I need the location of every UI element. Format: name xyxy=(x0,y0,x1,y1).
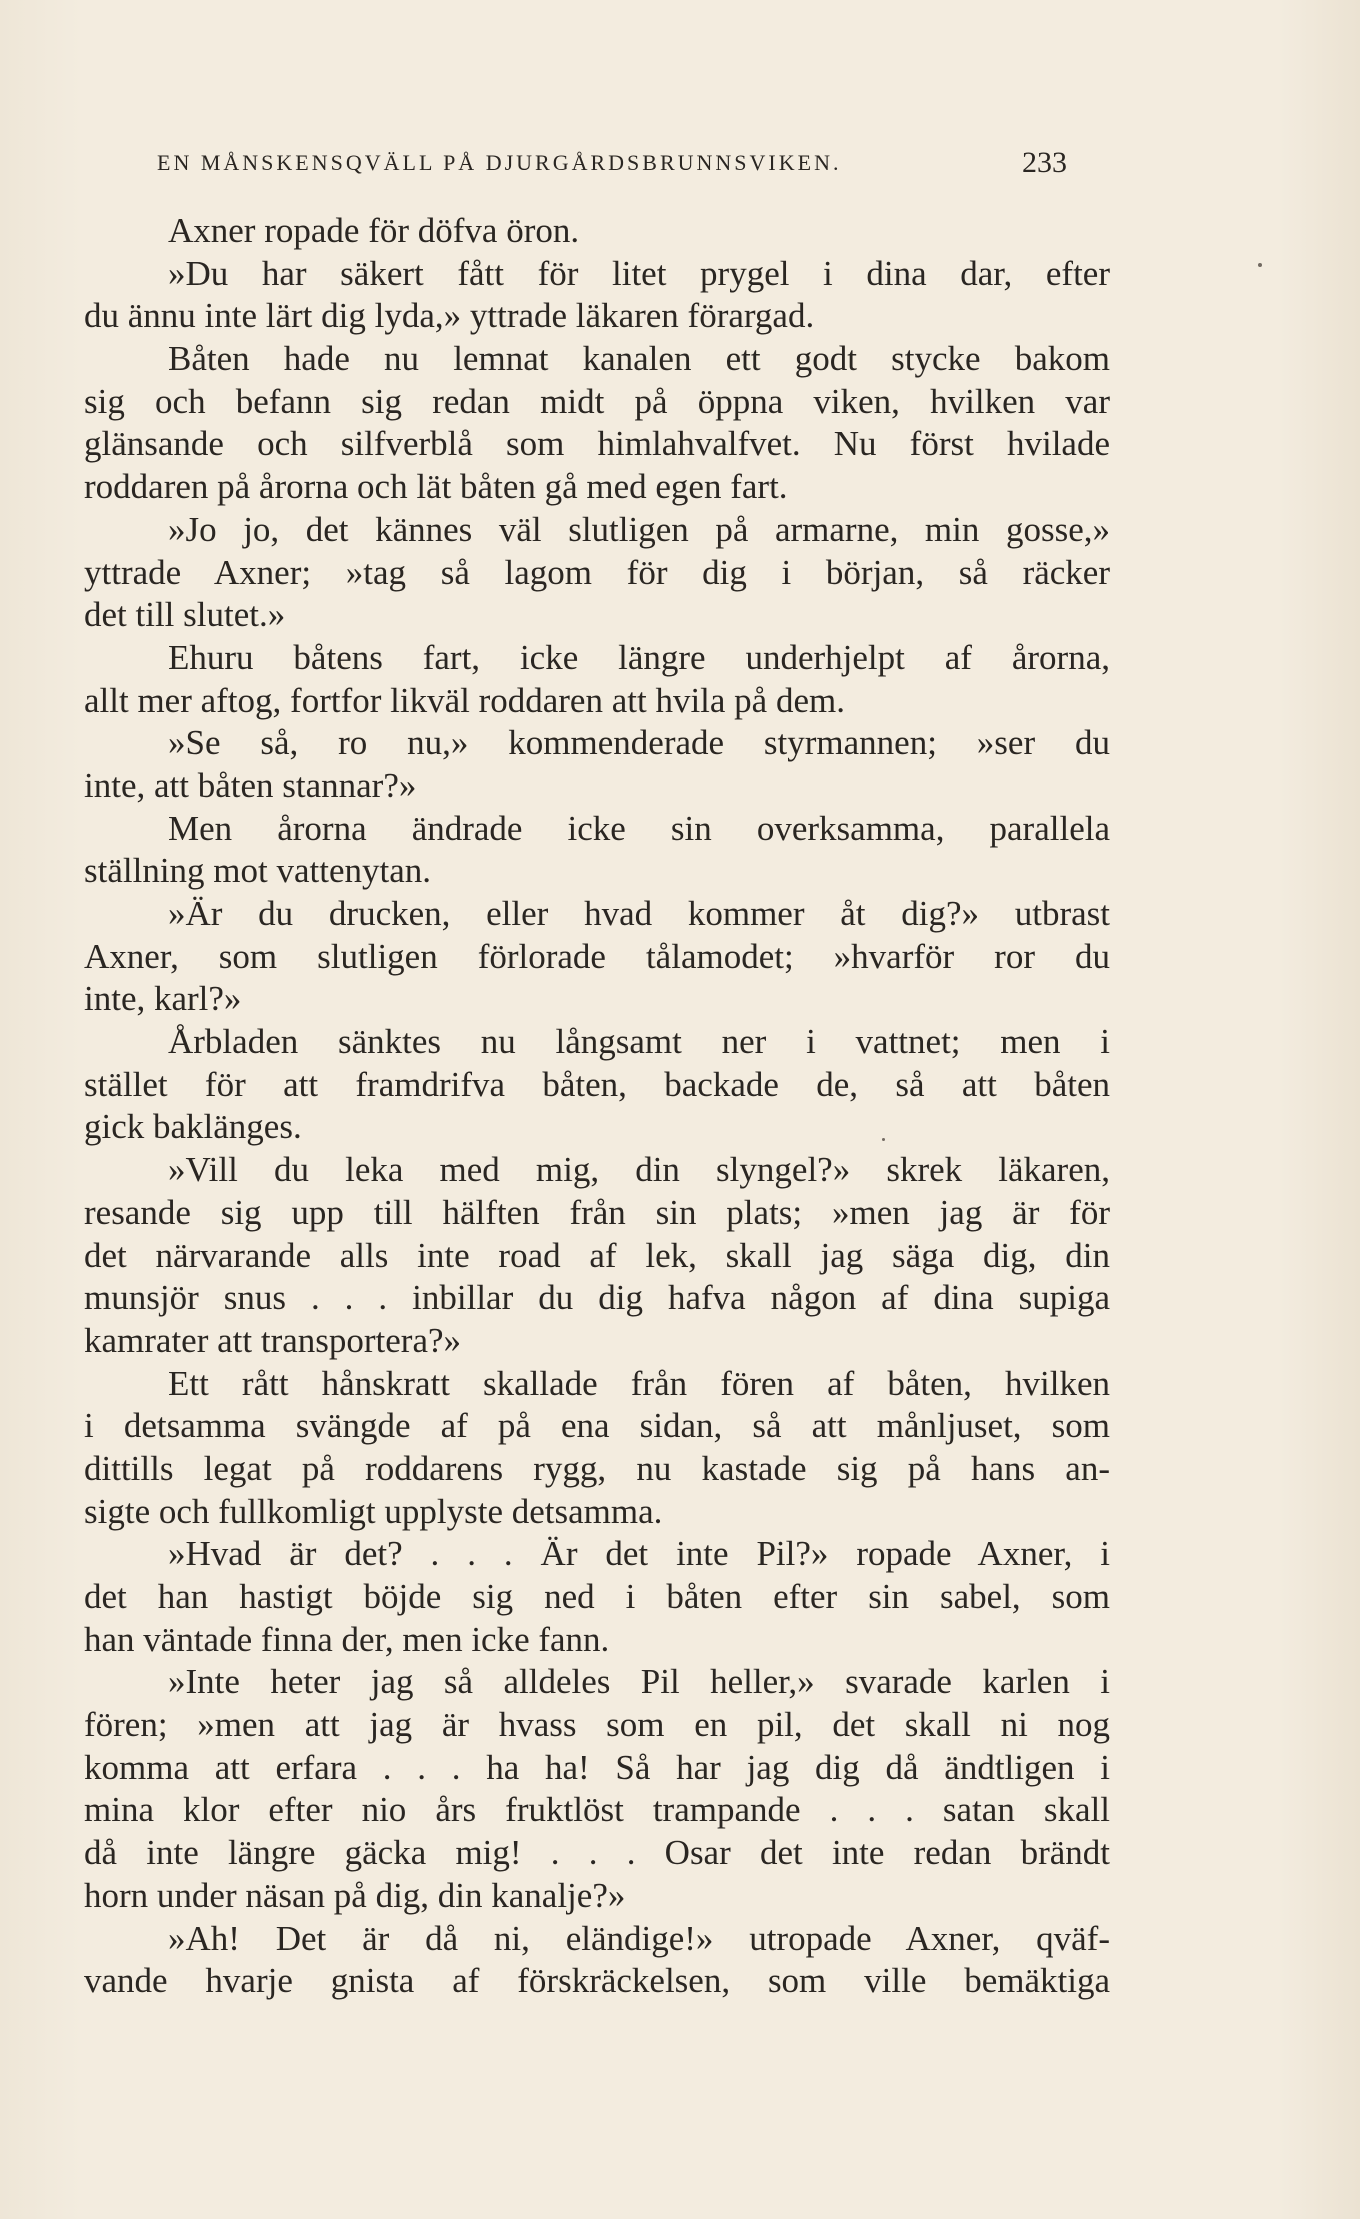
text-line: Årbladen sänktes nu långsamt ner i vattnet; men i xyxy=(168,1022,1110,1062)
text-line: »Jo jo, det kännes väl slutligen på armarne, min gosse,» xyxy=(168,509,1110,549)
text-line: inte, karl?» xyxy=(84,979,242,1019)
text-line: roddaren på årorna och lät båten gå med egen fart. xyxy=(84,467,788,507)
text-line: Ehuru båtens fart, icke längre underhjelpt af årorna, xyxy=(168,637,1110,677)
text-line: »Inte heter jag så alldeles Pil heller,» svarade karlen i xyxy=(168,1662,1110,1702)
text-line: Men årorna ändrade icke sin overksamma, parallela xyxy=(168,808,1110,848)
text-line: dittills legat på roddarens rygg, nu kastade sig på hans an- xyxy=(84,1448,1110,1488)
text-line: allt mer aftog, fortfor likväl roddaren att hvila på dem. xyxy=(84,680,845,720)
text-line: »Är du drucken, eller hvad kommer åt dig?» utbrast xyxy=(168,894,1110,933)
text-line: han väntade finna der, men icke fann. xyxy=(84,1619,610,1659)
text-line: »Ah! Det är då ni, eländige!» utropade Axner, qväf- xyxy=(168,1918,1110,1958)
text-line: glänsande och silfverblå som himlahvalfvet. Nu först hvilade xyxy=(84,424,1110,464)
text-line: yttrade Axner; »tag så lagom för dig i början, så räcker xyxy=(84,552,1110,592)
text-line: sigte och fullkomligt upplyste detsamma. xyxy=(84,1491,663,1531)
text-line: i detsamma svängde af på ena sidan, så att månljuset, som xyxy=(84,1406,1110,1446)
text-line: munsjör snus . . . inbillar du dig hafva någon af dina supiga xyxy=(84,1278,1110,1318)
text-line: komma att erfara . . . ha ha! Så har jag dig då ändtligen i xyxy=(84,1747,1110,1787)
running-title: EN MÅNSKENSQVÄLL PÅ DJURGÅRDSBRUNNSVIKEN. xyxy=(157,150,842,175)
page-number: 233 xyxy=(1022,146,1067,179)
text-line: det närvarande alls inte road af lek, skall jag säga dig, din xyxy=(84,1235,1110,1275)
text-line: vande hvarje gnista af förskräckelsen, som ville bemäktiga xyxy=(84,1961,1110,2001)
text-line: gick baklänges. xyxy=(84,1107,302,1147)
text-line: Båten hade nu lemnat kanalen ett godt stycke bakom xyxy=(168,339,1110,379)
text-line: Ett rått hånskratt skallade från fören af båten, hvilken xyxy=(168,1363,1110,1403)
speck-mark xyxy=(1258,263,1262,267)
text-line: då inte längre gäcka mig! . . . Osar det inte redan brändt xyxy=(84,1833,1110,1873)
text-line: ställning mot vattenytan. xyxy=(84,851,432,891)
text-line: det till slutet.» xyxy=(84,595,286,635)
text-line: fören; »men att jag är hvass som en pil, det skall ni nog xyxy=(84,1705,1110,1745)
text-line: kamrater att transportera?» xyxy=(84,1320,462,1360)
text-line: det han hastigt böjde sig ned i båten efter sin sabel, som xyxy=(84,1577,1110,1616)
body-text xyxy=(84,210,1110,2003)
text-line: Axner, som slutligen förlorade tålamodet; »hvarför ror du xyxy=(84,936,1110,976)
text-line: »Hvad är det? . . . Är det inte Pil?» ropade Axner, i xyxy=(168,1534,1110,1574)
text-line: »Du har säkert fått för litet prygel i dina dar, efter xyxy=(168,253,1110,293)
text-line: resande sig upp till hälften från sin plats; »men jag är för xyxy=(84,1192,1110,1232)
speck-mark xyxy=(882,1138,885,1141)
text-line: mina klor efter nio års fruktlöst trampande . . . satan skall xyxy=(84,1790,1110,1830)
text-line: »Se så, ro nu,» kommenderade styrmannen; »ser du xyxy=(168,723,1110,763)
page-header xyxy=(157,146,1067,184)
text-line: Axner ropade för döfva öron. xyxy=(168,211,580,250)
text-line: horn under näsan på dig, din kanalje?» xyxy=(84,1875,626,1915)
text-line: stället för att framdrifva båten, backade de, så att båten xyxy=(84,1064,1110,1104)
text-line: du ännu inte lärt dig lyda,» yttrade läkaren förargad. xyxy=(84,296,815,336)
text-line: »Vill du leka med mig, din slyngel?» skrek läkaren, xyxy=(168,1150,1110,1190)
text-line: inte, att båten stannar?» xyxy=(84,765,417,805)
text-line: sig och befann sig redan midt på öppna viken, hvilken var xyxy=(84,381,1110,421)
